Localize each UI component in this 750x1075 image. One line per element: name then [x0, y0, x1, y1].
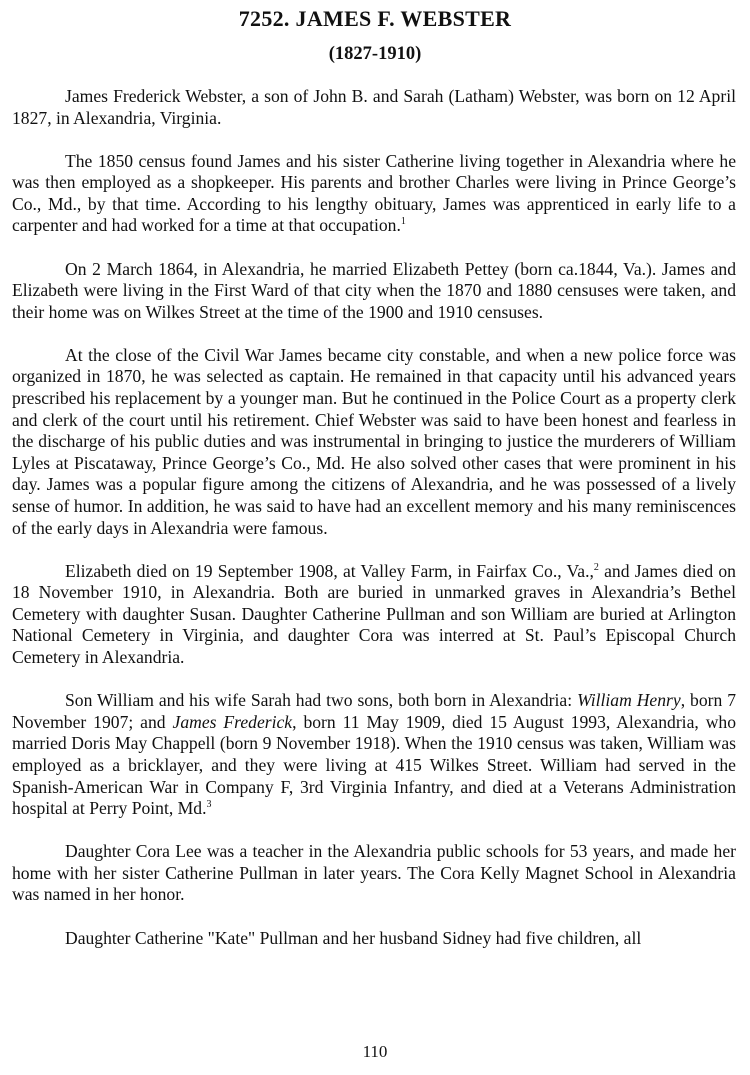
body-text: [12, 86, 736, 971]
paragraph-text: and James died on 18 November 1910, in Alexandria. Both are buried in unmarked graves in Alexandria’s Bethel Cemetery with daughter Susan. Daughter Catherine Pullman and son William are buried at Arlington National Cemetery in Virginia, and daughter Cora was interred at St. Paul’s Episcopal Church Cemetery in Alexandria.: [12, 560, 736, 668]
paragraph-1850-census: [12, 151, 736, 237]
child-name: William Henry: [577, 690, 681, 711]
page-number: 110: [362, 1042, 388, 1061]
paragraph-daughter-cora: [12, 841, 736, 906]
paragraph-text: , born 11 May 1909, died 15 August 1993, Alexandria, who married Doris May Chappell (born 9 November 1918). When the 1910 census was taken, William was employed as a bricklayer, and they were living at 415 Wilkes Street. William had served in the Spanish-American War in Company F, 3rd Virginia Infantry, and died at a Veterans Administration hospital at Perry Point, Md.: [12, 711, 737, 819]
paragraph-text: Daughter Catherine "Kate" Pullman and her husband Sidney had five children, all: [65, 927, 642, 948]
paragraph-deaths: [12, 561, 736, 669]
paragraph-text: At the close of the Civil War James became city constable, and when a new police force was organized in 1870, he was selected as captain. He remained in that capacity until his advanced years prescribed his replacement by a younger man. But he continued in the Police Court as a property clerk and clerk of the court until his retirement. Chief Webster was said to have been honest and fearless in the discharge of his public duties and was instrumental in bringing to justice the murderers of William Lyles at Piscataway, Prince George’s Co., Md. He also solved other cases that were prominent in his day. James was a popular figure among the citizens of Alexandria, and he was possessed of a lively sense of humor. In addition, he was said to have had an excellent memory and his many reminiscences of the early days in Alexandria were famous.: [12, 344, 736, 538]
paragraph-text: Daughter Cora Lee was a teacher in the Alexandria public schools for 53 years, and made her home with her sister Catherine Pullman in later years. The Cora Kelly Magnet School in Alexandria was named in her honor.: [12, 841, 736, 905]
paragraph-son-william: [12, 690, 736, 820]
paragraph-text: Elizabeth died on 19 September 1908, at Valley Farm, in Fairfax Co., Va.,: [65, 560, 594, 581]
paragraph-text: On 2 March 1864, in Alexandria, he married Elizabeth Pettey (born ca.1844, Va.). James and Elizabeth were living in the First Ward of that city when the 1870 and 1880 censuses were taken, and their home was on Wilkes Street at the time of the 1900 and 1910 censuses.: [12, 258, 736, 322]
footnote-ref: 2: [593, 561, 599, 573]
paragraph-text: The 1850 census found James and his sister Catherine living together in Alexandria where he was then employed as a shopkeeper. His parents and brother Charles were living in Prince George’s Co., Md., by that time. According to his lengthy obituary, James was apprenticed in early life to a carpenter and had worked for a time at that occupation.: [12, 150, 736, 236]
child-name: James Frederick: [172, 711, 293, 732]
paragraph-daughter-catherine: [12, 928, 736, 950]
paragraph-birth: [12, 86, 736, 129]
paragraph-text: Son William and his wife Sarah had two sons, both born in Alexandria:: [65, 690, 578, 711]
paragraph-text: , born 7 November 1907; and: [12, 690, 736, 732]
paragraph-police-career: [12, 345, 736, 539]
footnote-ref: 1: [400, 216, 406, 228]
paragraph-text: James Frederick Webster, a son of John B. and Sarah (Latham) Webster, was born on 12 April 1827, in Alexandria, Virginia.: [12, 86, 736, 128]
paragraph-marriage: [12, 259, 736, 324]
life-dates: (1827-1910): [328, 44, 422, 64]
page-title: 7252. JAMES F. WEBSTER: [238, 6, 512, 31]
footnote-ref: 3: [206, 799, 212, 811]
